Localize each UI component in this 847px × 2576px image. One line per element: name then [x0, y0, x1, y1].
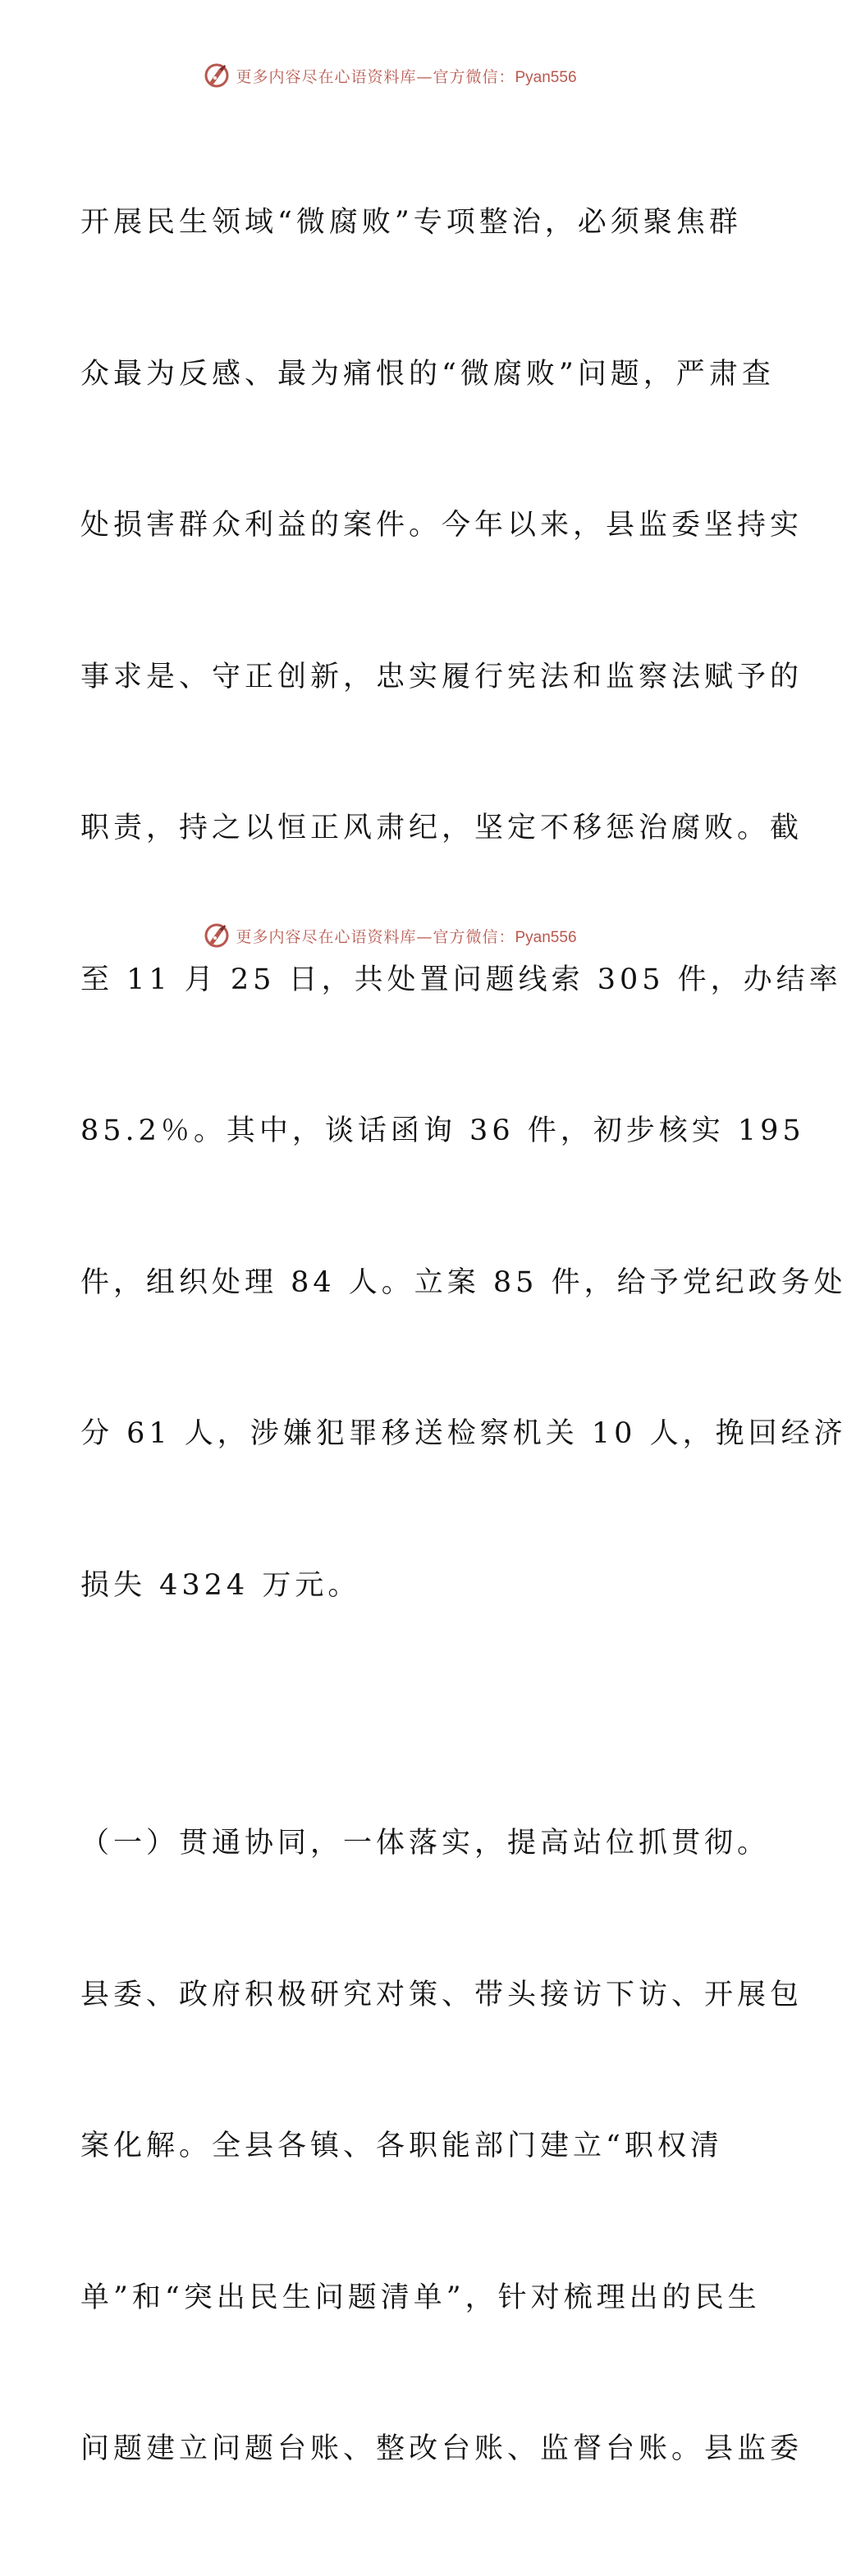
text-line: 开展民生领域“微腐败”专项整治，必须聚焦群 [80, 206, 742, 239]
document-body [80, 97, 847, 2576]
watermark-header [0, 59, 780, 92]
text-line: 分 61 人，涉嫌犯罪移送检察机关 10 人，挽回经济 [80, 1417, 847, 1450]
text-line: 众最为反感、最为痛恨的“微腐败”问题，严肃查 [80, 357, 775, 391]
text-line: 至 11 月 25 日，共处置问题线索 305 件，办结率 [80, 963, 842, 996]
watermark-footer [0, 919, 780, 952]
pen-logo-icon [203, 62, 231, 89]
text-line: 问题建立问题台账、整改台账、监督台账。县监委 [80, 2432, 804, 2465]
text-line: 案化解。全县各镇、各职能部门建立“职权清 [80, 2130, 723, 2162]
paragraph-1 [80, 97, 847, 1712]
text-line: 县委、政府积极研究对策、带头接访下访、开展包 [80, 1978, 804, 2011]
text-line: （一）贯通协同，一体落实，提高站位抓贯彻。 [80, 1827, 771, 1860]
paragraph-2 [80, 1718, 804, 2576]
text-line: 件，组织处理 84 人。立案 85 件，给予党纪政务处 [80, 1265, 847, 1299]
text-line: 处损害群众利益的案件。今年以来，县监委坚持实 [80, 509, 804, 542]
text-line: 损失 4324 万元。 [80, 1568, 361, 1602]
text-line: 85.2％。其中，谈话函询 36 件，初步核实 195 [80, 1114, 805, 1147]
text-line: 单”和“突出民生问题清单”，针对梳理出的民生 [80, 2281, 761, 2314]
watermark-text: 更多内容尽在心语资料库—官方微信：Pyan556 [236, 67, 577, 86]
pen-logo-icon [203, 922, 231, 949]
text-line: 事求是、守正创新，忠实履行宪法和监察法赋予的 [80, 660, 804, 693]
watermark-text: 更多内容尽在心语资料库—官方微信：Pyan556 [236, 927, 577, 946]
text-line: 职责，持之以恒正风肃纪，坚定不移惩治腐败。截 [80, 812, 804, 844]
